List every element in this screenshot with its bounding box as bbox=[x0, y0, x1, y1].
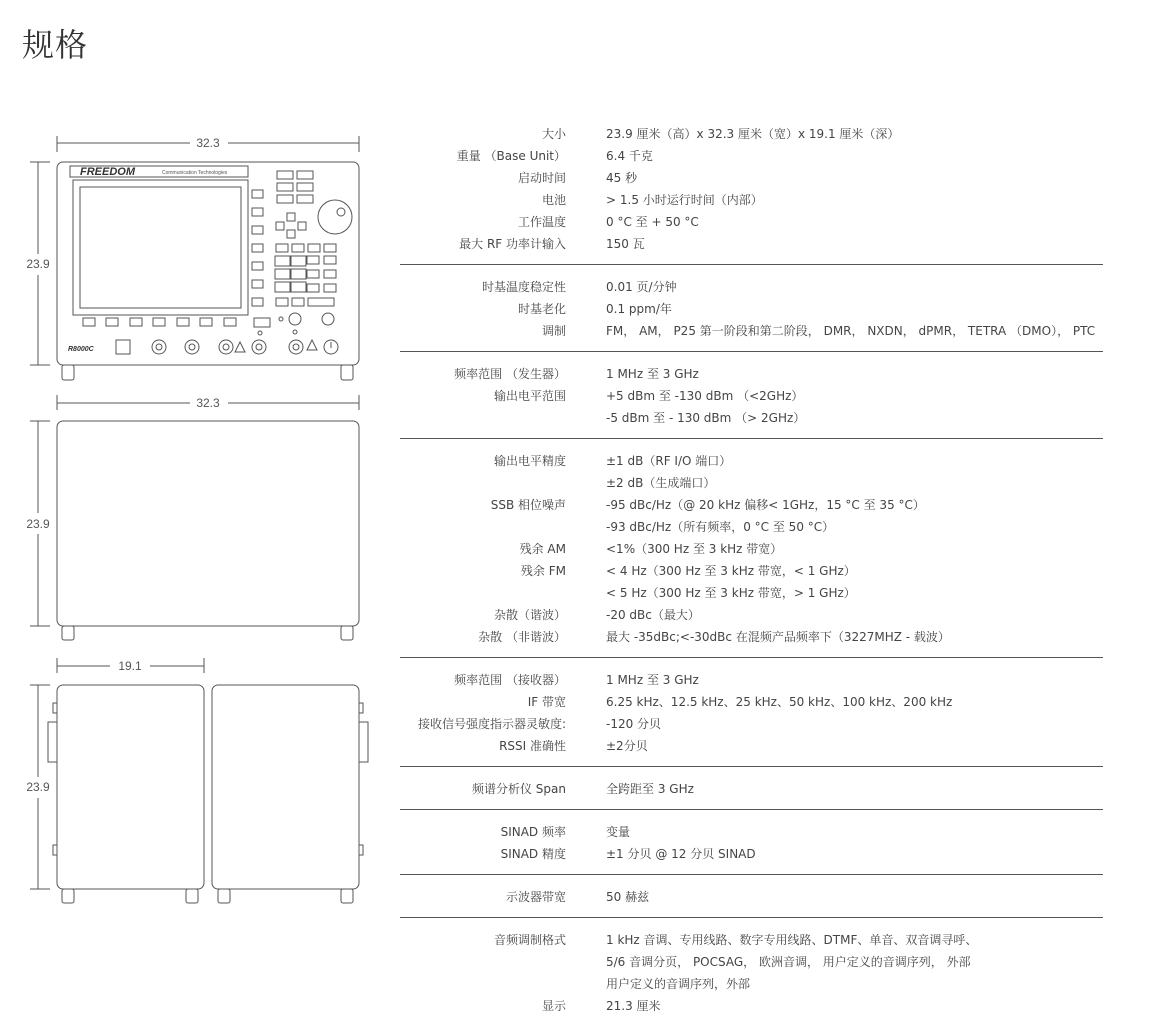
spec-label: RSSI 准确性 bbox=[499, 738, 566, 753]
spec-value: -95 dBc/Hz（@ 20 kHz 偏移< 1GHz，15 °C 至 35 °C） bbox=[606, 497, 925, 512]
spec-label: 工作温度 bbox=[517, 214, 566, 229]
spec-value: 变量 bbox=[606, 824, 631, 839]
spec-table bbox=[400, 122, 1103, 1036]
front-height-dimension: 23.9 bbox=[26, 257, 50, 271]
spec-label: 调制 bbox=[541, 323, 566, 338]
spec-row bbox=[400, 842, 1103, 864]
spec-value: 6.4 千克 bbox=[606, 148, 653, 163]
spec-value: 0.1 ppm/年 bbox=[606, 301, 672, 316]
spec-value: 6.25 kHz、12.5 kHz、25 kHz、50 kHz、100 kHz、200 kHz bbox=[606, 694, 953, 709]
spec-label: 频谱分析仪 Span bbox=[471, 781, 566, 796]
spec-group bbox=[400, 362, 1103, 439]
spec-label: 显示 bbox=[541, 998, 566, 1013]
spec-label: 启动时间 bbox=[517, 170, 566, 185]
spec-row bbox=[400, 734, 1103, 756]
spec-group bbox=[400, 777, 1103, 810]
spec-label: 频率范围 （接收器） bbox=[454, 672, 566, 687]
spec-row bbox=[400, 232, 1103, 254]
spec-value: < 4 Hz（300 Hz 至 3 kHz 带宽，< 1 GHz） bbox=[606, 563, 856, 578]
spec-value: ±2分贝 bbox=[606, 738, 648, 753]
spec-value: <1%（300 Hz 至 3 kHz 带宽） bbox=[606, 541, 783, 556]
spec-label: 音频调制格式 bbox=[493, 932, 566, 947]
spec-row bbox=[400, 777, 1103, 799]
spec-value: 1 MHz 至 3 GHz bbox=[606, 366, 699, 381]
spec-value: 1 kHz 音调、专用线路、数字专用线路、DTMF、单音、双音调寻呼、 bbox=[606, 932, 978, 947]
spec-label: SSB 相位噪声 bbox=[490, 497, 566, 512]
spec-row bbox=[400, 972, 1103, 994]
spec-label: 最大 RF 功率计输入 bbox=[459, 236, 566, 251]
spec-row bbox=[400, 559, 1103, 581]
spec-row bbox=[400, 362, 1103, 384]
side-height-dimension: 23.9 bbox=[26, 780, 50, 794]
spec-value: 0.01 页/分钟 bbox=[606, 279, 677, 294]
spec-row bbox=[400, 625, 1103, 647]
device-front-view bbox=[57, 162, 359, 380]
spec-value: -93 dBc/Hz（所有频率，0 °C 至 50 °C） bbox=[606, 519, 835, 534]
device-top-view bbox=[57, 421, 359, 640]
spec-value: 150 瓦 bbox=[606, 236, 645, 251]
spec-value: > 1.5 小时运行时间（内部） bbox=[606, 192, 763, 207]
spec-row bbox=[400, 275, 1103, 297]
spec-row bbox=[400, 581, 1103, 603]
spec-row bbox=[400, 537, 1103, 559]
top-height-dimension: 23.9 bbox=[26, 517, 50, 531]
spec-row bbox=[400, 166, 1103, 188]
spec-value: 1 MHz 至 3 GHz bbox=[606, 672, 699, 687]
spec-label: 残余 FM bbox=[520, 563, 566, 578]
spec-row bbox=[400, 668, 1103, 690]
spec-row bbox=[400, 210, 1103, 232]
spec-label: 接收信号强度指示器灵敏度: bbox=[417, 716, 566, 731]
page-title: 规格 bbox=[22, 26, 89, 64]
side-width-dimension: 19.1 bbox=[118, 659, 142, 673]
spec-value: 0 °C 至 + 50 °C bbox=[606, 214, 699, 229]
spec-group bbox=[400, 885, 1103, 918]
spec-row bbox=[400, 493, 1103, 515]
device-side-view-left bbox=[48, 685, 204, 903]
spec-label: 电池 bbox=[541, 192, 566, 207]
spec-label: IF 带宽 bbox=[527, 694, 566, 709]
spec-row bbox=[400, 994, 1103, 1016]
spec-row bbox=[400, 515, 1103, 537]
dimension-drawings bbox=[0, 0, 380, 1032]
spec-row bbox=[400, 471, 1103, 493]
spec-value: FM， AM， P25 第一阶段和第二阶段， DMR， NXDN， dPMR， TETRA （DMO）， PTC bbox=[606, 323, 1096, 338]
spec-row bbox=[400, 384, 1103, 406]
spec-label: 残余 AM bbox=[519, 541, 566, 556]
spec-row bbox=[400, 950, 1103, 972]
spec-row bbox=[400, 122, 1103, 144]
spec-value: ±1 dB（RF I/O 端口） bbox=[606, 453, 732, 468]
spec-row bbox=[400, 885, 1103, 907]
spec-value: 全跨距至 3 GHz bbox=[606, 781, 694, 796]
spec-group bbox=[400, 449, 1103, 658]
spec-label: 输出电平范围 bbox=[493, 388, 566, 403]
spec-row bbox=[400, 690, 1103, 712]
spec-value: 45 秒 bbox=[606, 170, 638, 185]
spec-value: -5 dBm 至 - 130 dBm （> 2GHz） bbox=[606, 410, 806, 425]
spec-group bbox=[400, 122, 1103, 265]
spec-label: 输出电平精度 bbox=[493, 453, 566, 468]
spec-label: 杂散 （非谐波） bbox=[478, 629, 566, 644]
spec-label: 杂散（谐波） bbox=[493, 607, 566, 622]
spec-value: < 5 Hz（300 Hz 至 3 kHz 带宽，> 1 GHz） bbox=[606, 585, 856, 600]
spec-row bbox=[400, 449, 1103, 471]
spec-row bbox=[400, 406, 1103, 428]
spec-label: 示波器带宽 bbox=[505, 889, 566, 904]
spec-value: +5 dBm 至 -130 dBm （<2GHz） bbox=[606, 388, 804, 403]
spec-value: -20 dBc（最大） bbox=[606, 607, 700, 622]
spec-label: 重量 （Base Unit） bbox=[456, 148, 566, 163]
spec-value: 23.9 厘米（高）x 32.3 厘米（宽）x 19.1 厘米（深） bbox=[606, 126, 900, 141]
spec-group bbox=[400, 820, 1103, 875]
top-width-dimension: 32.3 bbox=[196, 396, 220, 410]
spec-row bbox=[400, 297, 1103, 319]
spec-label: SINAD 精度 bbox=[500, 846, 566, 861]
spec-value: 5/6 音调分页， POCSAG， 欧洲音调， 用户定义的音调序列， 外部 bbox=[606, 954, 971, 969]
spec-row bbox=[400, 603, 1103, 625]
spec-row bbox=[400, 712, 1103, 734]
brand-subtitle: Communication Technologies bbox=[162, 170, 228, 176]
spec-value: ±2 dB（生成端口） bbox=[606, 475, 716, 490]
spec-group bbox=[400, 275, 1103, 352]
spec-label: 大小 bbox=[541, 126, 566, 141]
spec-value: -120 分贝 bbox=[606, 716, 662, 731]
spec-label: SINAD 频率 bbox=[500, 824, 566, 839]
spec-row bbox=[400, 928, 1103, 950]
front-width-dimension: 32.3 bbox=[196, 136, 220, 150]
spec-row bbox=[400, 820, 1103, 842]
model-label: R8000C bbox=[68, 346, 94, 353]
spec-row bbox=[400, 144, 1103, 166]
spec-label: 时基温度稳定性 bbox=[481, 279, 566, 294]
spec-group bbox=[400, 928, 1103, 1026]
spec-group bbox=[400, 668, 1103, 767]
spec-row bbox=[400, 188, 1103, 210]
spec-label: 频率范围 （发生器） bbox=[454, 366, 566, 381]
spec-row bbox=[400, 319, 1103, 341]
brand-logo: FREEDOM bbox=[80, 166, 135, 178]
spec-value: ±1 分贝 @ 12 分贝 SINAD bbox=[606, 846, 756, 861]
device-side-view-right bbox=[212, 685, 368, 903]
spec-value: 最大 -35dBc;<-30dBc 在混频产品频率下（3227MHZ - 载波） bbox=[606, 629, 950, 644]
spec-value: 21.3 厘米 bbox=[606, 998, 661, 1013]
spec-value: 50 赫兹 bbox=[606, 889, 650, 904]
spec-value: 用户定义的音调序列，外部 bbox=[606, 976, 751, 991]
spec-label: 时基老化 bbox=[517, 301, 566, 316]
